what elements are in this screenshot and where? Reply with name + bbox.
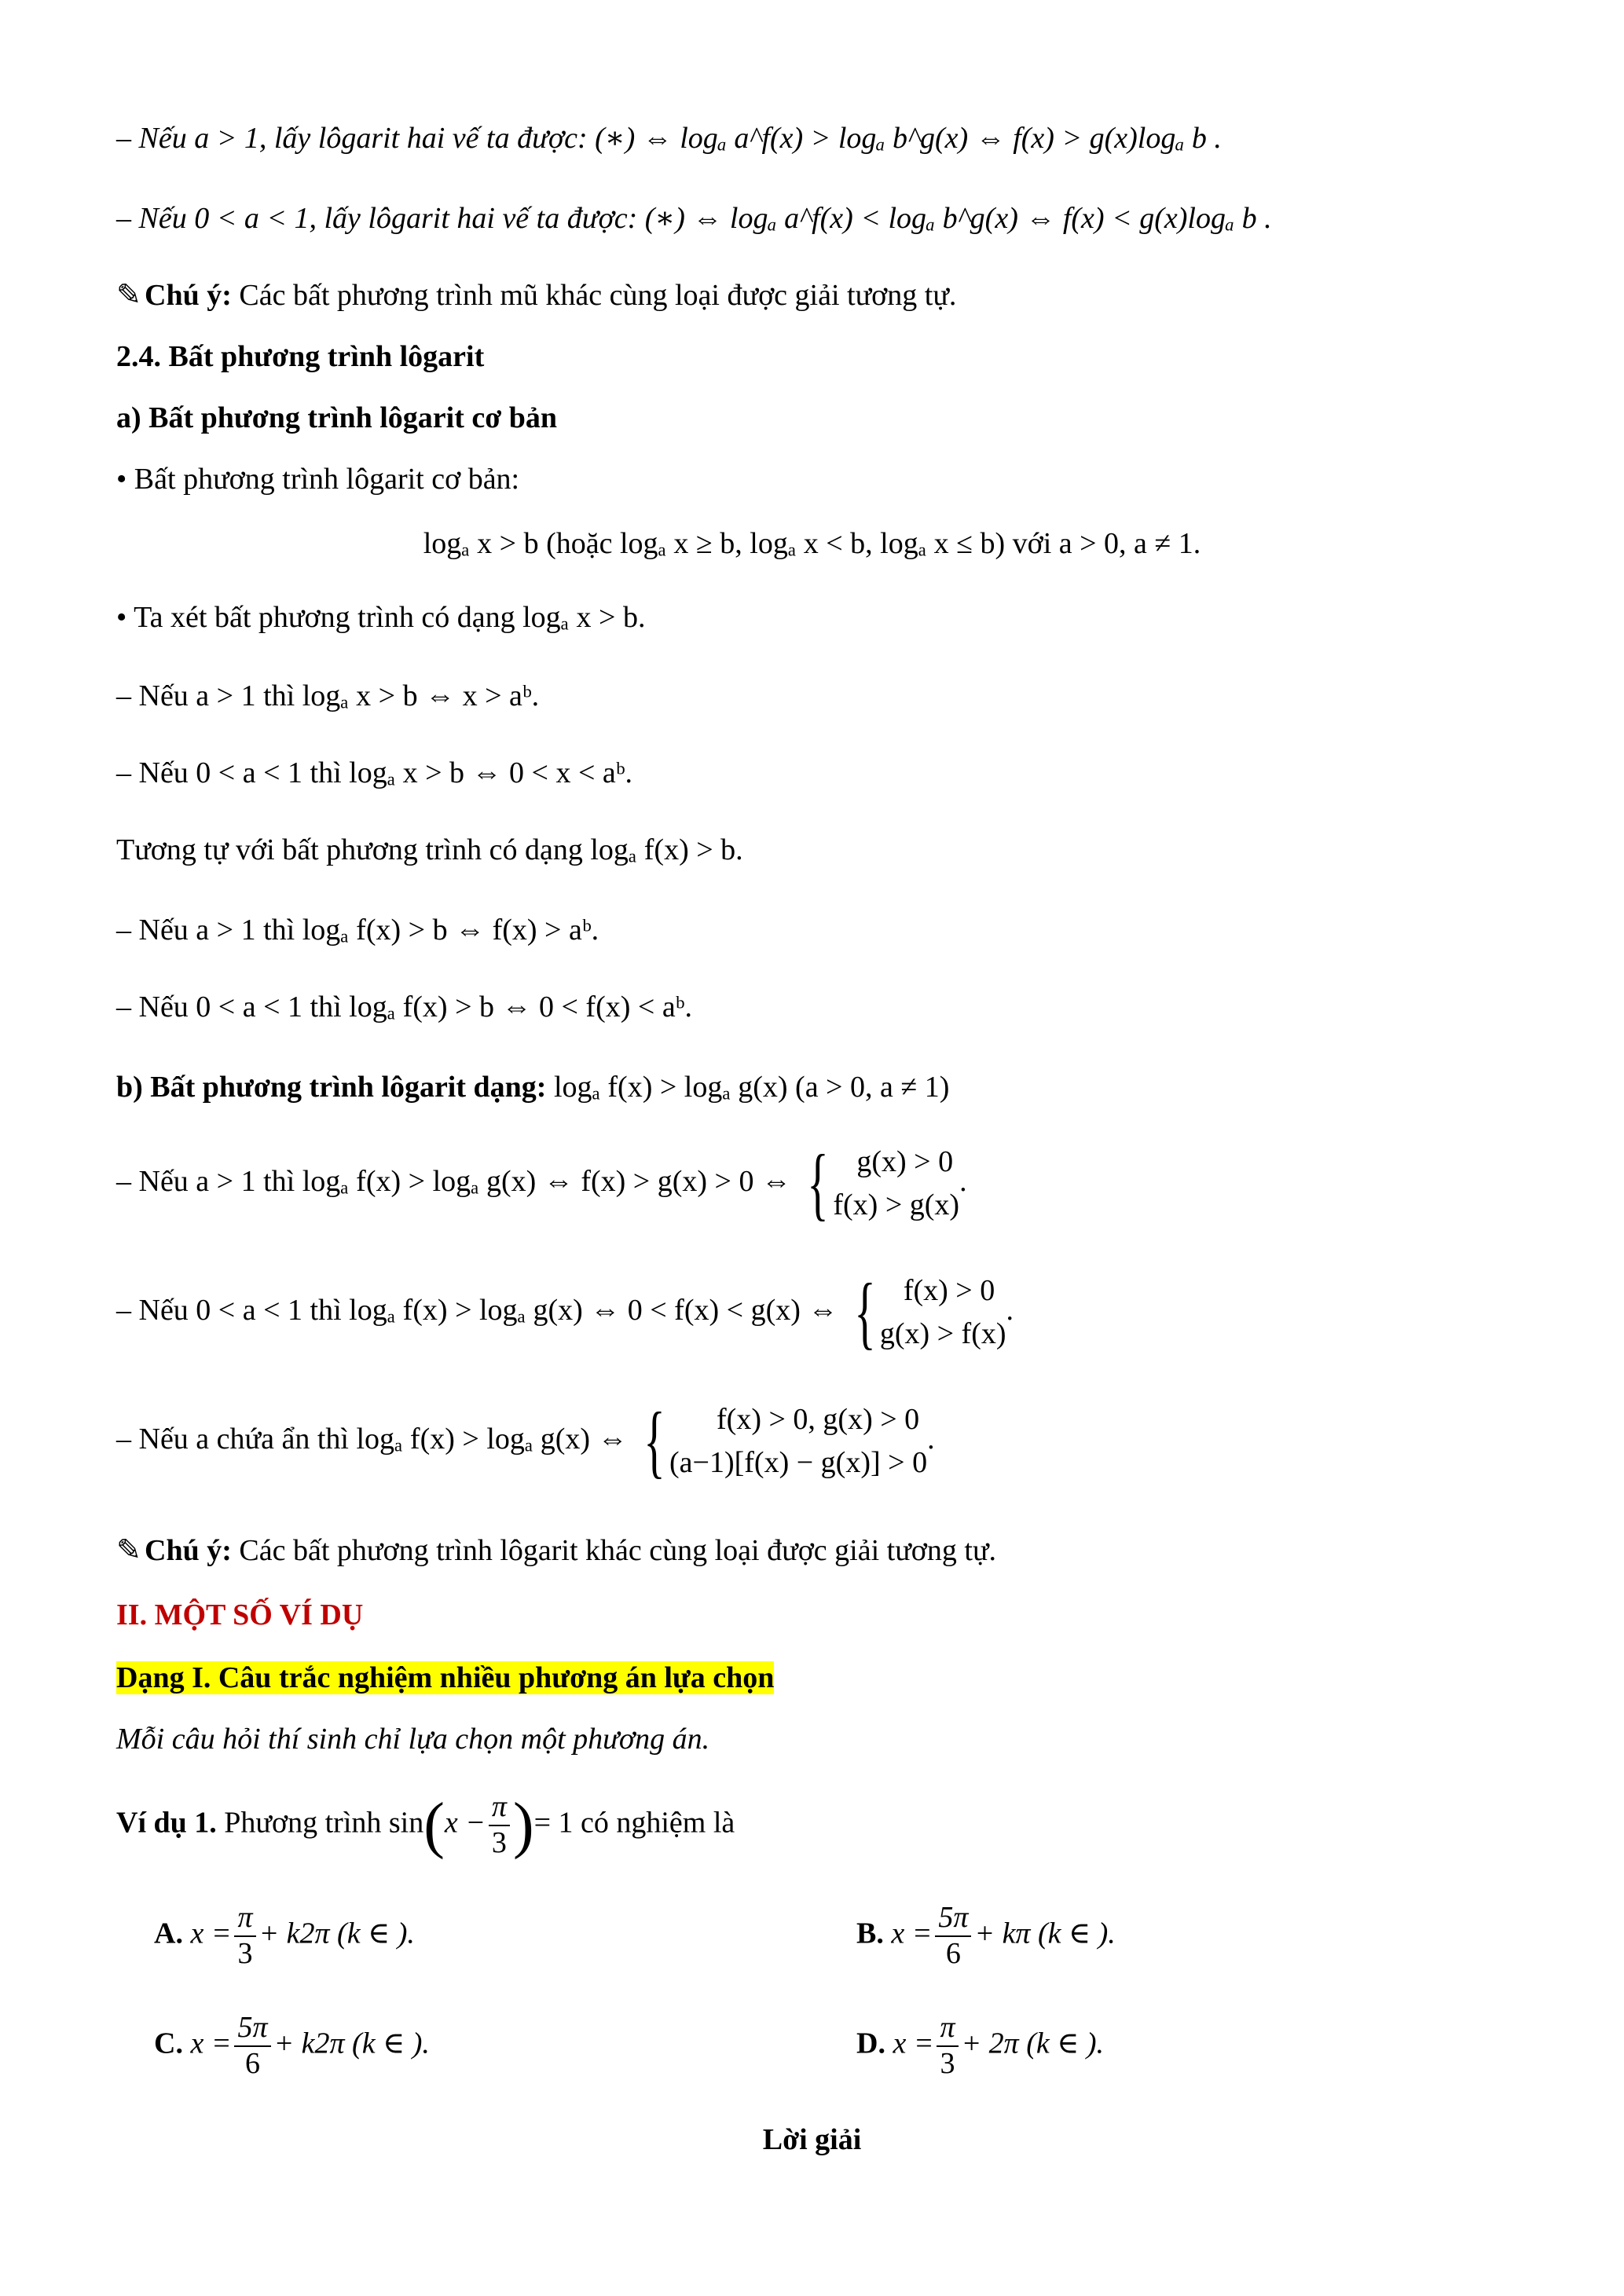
heading-b-label: b) Bất phương trình lôgarit dạng: [116, 1071, 547, 1104]
section-title: II. MỘT SỐ VÍ DỤ [116, 1598, 364, 1631]
note-text: Các bất phương trình lôgarit khác cùng loại được giải tương tự. [231, 1534, 997, 1567]
brace-icon: { [643, 1396, 665, 1487]
example-num: π [489, 1790, 510, 1826]
option-pre: x = [190, 2027, 232, 2060]
system-3-left: – Nếu a chứa ẩn thì logₐ f(x) > logₐ g(x) ⇔ [116, 1422, 628, 1456]
case-f-1: – Nếu a > 1 thì logₐ f(x) > b ⇔ f(x) > aᵇ. [116, 914, 599, 947]
pencil-icon: ✎ [116, 1534, 141, 1567]
brace-icon: { [807, 1138, 830, 1229]
instruction: Mỗi câu hỏi thí sinh chỉ lựa chọn một phương án. [116, 1723, 710, 1756]
system-case-1: – Nếu a > 1 thì logₐ f(x) > logₐ g(x) ⇔ f(x) > g(x) > 0 ⇔ { g(x) > 0 f(x) > g(x) . [116, 1138, 967, 1229]
option-label: D. [856, 2027, 885, 2060]
system-1-bottom: f(x) > g(x) [833, 1188, 960, 1222]
example-den: 3 [491, 1826, 507, 1859]
option-post: + 2π (k ∈ ). [961, 2027, 1104, 2060]
system-1-left: – Nếu a > 1 thì logₐ f(x) > logₐ g(x) ⇔ f(x) > g(x) > 0 ⇔ [116, 1164, 791, 1198]
option-num: π [937, 2011, 958, 2047]
option-post: + k2π (k ∈ ). [273, 2027, 430, 2060]
type-heading-text: Dạng I. Câu trắc nghiệm nhiều phương án lựa chọn [116, 1661, 775, 1694]
system-3-bottom: (a−1)[f(x) − g(x)] > 0 [669, 1446, 928, 1480]
option-den: 3 [940, 2046, 955, 2080]
note-label: Chú ý: [145, 1534, 232, 1567]
case-basic-2: – Nếu 0 < a < 1 thì logₐ x > b ⇔ 0 < x < aᵇ. [116, 756, 633, 789]
heading-2-4: 2.4. Bất phương trình lôgarit [116, 340, 485, 373]
option-d[interactable] [856, 2011, 1104, 2081]
option-pre: x = [190, 1917, 232, 1950]
heading-b-formula: logₐ f(x) > logₐ g(x) (a > 0, a ≠ 1) [546, 1071, 950, 1104]
heading-b [116, 1068, 949, 1107]
system-1-top: g(x) > 0 [856, 1145, 954, 1178]
option-num: 5π [935, 1901, 971, 1937]
system-3-top: f(x) > 0, g(x) > 0 [717, 1403, 920, 1436]
option-label: C. [154, 2027, 183, 2060]
note-exp [116, 276, 956, 315]
example-label: Ví dụ 1. [116, 1806, 217, 1840]
option-num: 5π [234, 2011, 270, 2047]
example-pre: Phương trình sin [216, 1806, 424, 1840]
option-b[interactable] [856, 1901, 1116, 1971]
note-log [116, 1532, 996, 1570]
system-2-top: f(x) > 0 [903, 1274, 995, 1307]
pencil-icon: ✎ [116, 279, 141, 312]
option-pre: x = [893, 2027, 934, 2060]
system-case-2: – Nếu 0 < a < 1 thì logₐ f(x) > logₐ g(x) ⇔ 0 < f(x) < g(x) ⇔ { f(x) > 0 g(x) > f(x) . [116, 1267, 1014, 1358]
option-den: 3 [237, 1936, 253, 1970]
brace-icon: { [854, 1267, 876, 1358]
option-pre: x = [891, 1917, 933, 1950]
note-text: Các bất phương trình mũ khác cùng loại được giải tương tự. [231, 279, 957, 312]
option-den: 6 [244, 2046, 260, 2080]
example-x: x − [444, 1806, 486, 1840]
bullet-consider: • Ta xét bất phương trình có dạng logₐ x > b. [116, 601, 646, 634]
option-num: π [234, 1901, 255, 1937]
line-exp-case-a-lt-1: – Nếu 0 < a < 1, lấy lôgarit hai vế ta được: (∗) ⇔ logₐ a^f(x) < logₐ b^g(x) ⇔ f(x) < g(x)logₐ b . [116, 202, 1272, 235]
option-label: A. [154, 1917, 183, 1950]
system-2-bottom: g(x) > f(x) [879, 1317, 1006, 1351]
similar-text: Tương tự với bất phương trình có dạng logₐ f(x) > b. [116, 833, 743, 866]
case-basic-1: – Nếu a > 1 thì logₐ x > b ⇔ x > aᵇ. [116, 679, 540, 712]
option-post: + kπ (k ∈ ). [974, 1917, 1116, 1950]
bullet-basic: • Bất phương trình lôgarit cơ bản: [116, 463, 520, 496]
system-case-3: – Nếu a chứa ẩn thì logₐ f(x) > logₐ g(x) ⇔ { f(x) > 0, g(x) > 0 (a−1)[f(x) − g(x)] > 0 . [116, 1396, 935, 1487]
system-2-left: – Nếu 0 < a < 1 thì logₐ f(x) > logₐ g(x) ⇔ 0 < f(x) < g(x) ⇔ [116, 1293, 838, 1327]
case-f-2: – Nếu 0 < a < 1 thì logₐ f(x) > b ⇔ 0 < f(x) < aᵇ. [116, 991, 692, 1023]
solution-heading: Lời giải [762, 2123, 862, 2156]
example-1: Ví dụ 1. Phương trình sin(x − $\frac{\pi}{3}$ )= 1 có nghiệm là [116, 1790, 735, 1860]
note-label: Chú ý: [145, 279, 232, 312]
option-den: 6 [945, 1936, 961, 1970]
line-exp-case-a-gt-1: – Nếu a > 1, lấy lôgarit hai vế ta được: (∗) ⇔ logₐ a^f(x) > logₐ b^g(x) ⇔ f(x) > g(x)logₐ b . [116, 122, 1222, 155]
option-post: + k2π (k ∈ ). [258, 1917, 415, 1950]
option-a[interactable] [154, 1901, 415, 1971]
type-heading [116, 1659, 774, 1697]
formula-basic: logₐ x > b (hoặc logₐ x ≥ b, logₐ x < b, logₐ x ≤ b) với a > 0, a ≠ 1. [423, 527, 1201, 560]
example-post: = 1 có nghiệm là [533, 1806, 735, 1840]
heading-a: a) Bất phương trình lôgarit cơ bản [116, 401, 558, 434]
option-label: B. [856, 1917, 884, 1950]
option-c[interactable] [154, 2011, 430, 2081]
